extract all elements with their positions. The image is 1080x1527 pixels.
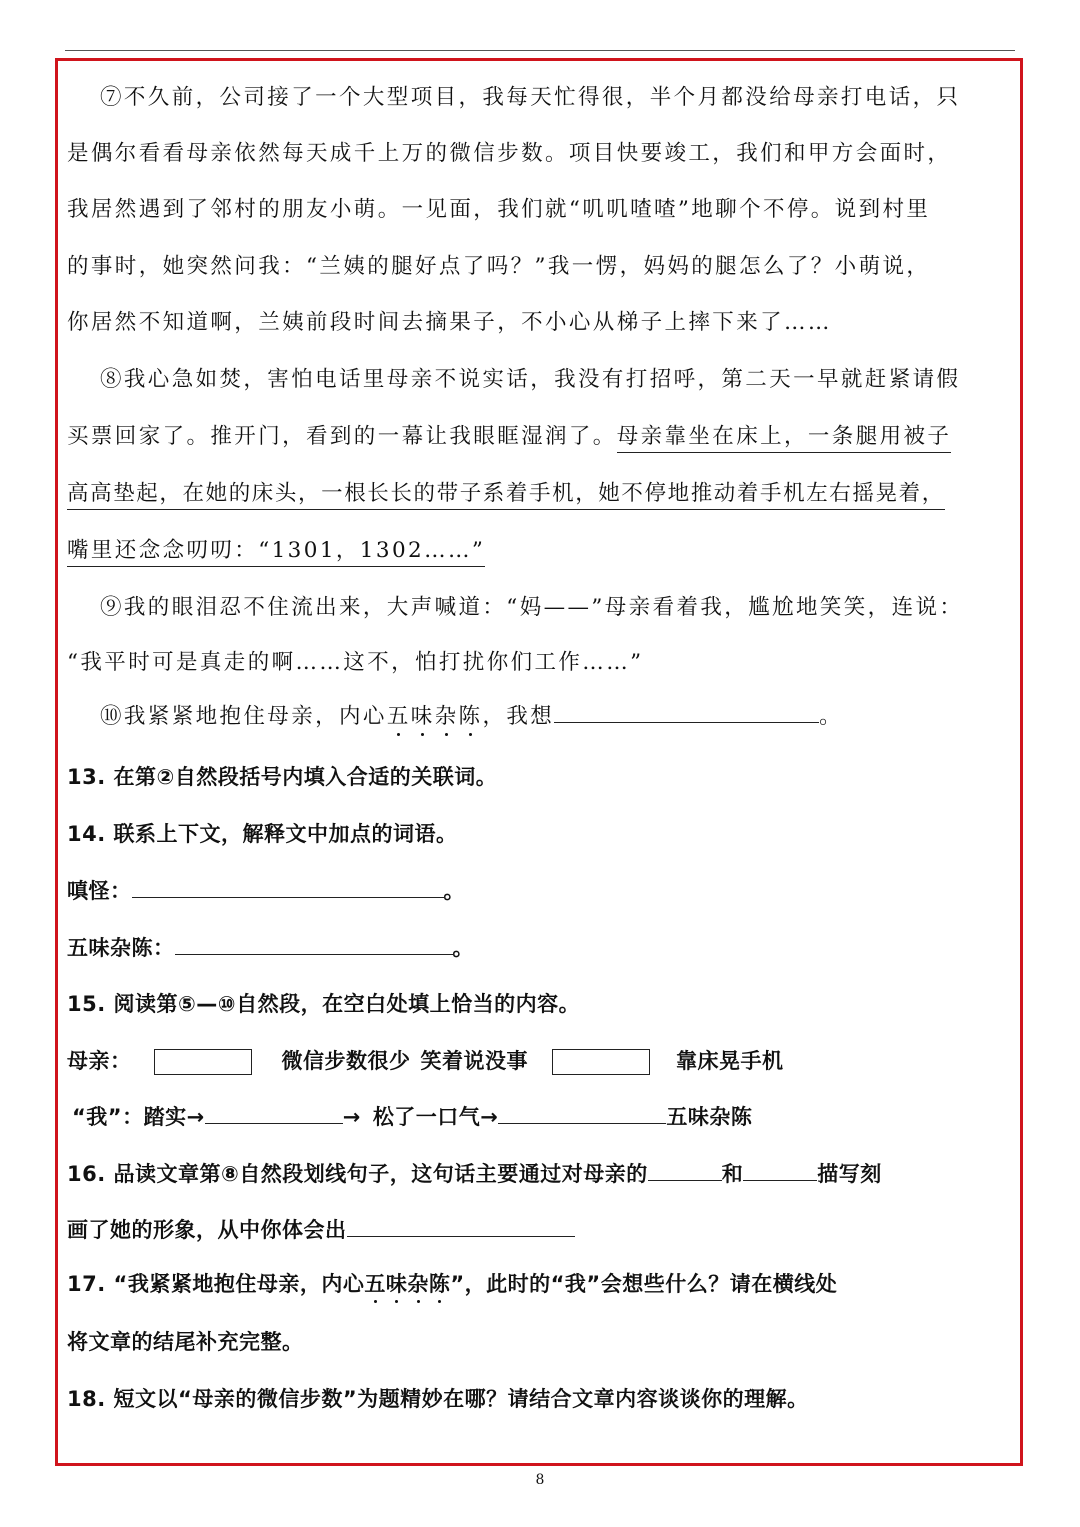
q16-text-2: 画了她的形象，从中你体会出: [67, 1218, 347, 1242]
p10-prefix: ⑩我紧紧地抱住母亲，内心: [100, 704, 387, 729]
p8-underlined-sentence-mid: 高高垫起，在她的床头，一根长长的带子系着手机，她不停地推动着手机左右摇晃着，: [67, 481, 945, 510]
q16-text: 16. 品读文章第⑧自然段划线句子，这句话主要通过对母亲的: [67, 1162, 648, 1186]
mother-step-5: 靠床晃手机: [676, 1049, 784, 1073]
dotted-char: 味: [385, 1272, 408, 1296]
question-15-mother-row: [67, 1045, 784, 1075]
mother-step-3: 笑着说没事: [420, 1049, 528, 1073]
mother-step-2: 微信步数很少: [281, 1049, 411, 1073]
answer-blank-16c[interactable]: [347, 1218, 575, 1237]
term-label: 嗔怪：: [67, 879, 132, 903]
p10-mid: ，我想: [482, 704, 555, 729]
p7-line-1: ⑦不久前，公司接了一个大型项目，我每天忙得很，半个月都没给母亲打电话，只: [100, 85, 961, 110]
dotted-char: 陈: [428, 1272, 451, 1296]
question-15-me-row: [72, 1101, 752, 1131]
answer-blank-14a[interactable]: [132, 879, 444, 898]
question-16-line-1: [67, 1158, 882, 1188]
p8-line-1: ⑧我心急如焚，害怕电话里母亲不说实话，我没有打招呼，第二天一早就赶紧请假: [100, 367, 961, 392]
me-label: “我”：踏实→: [72, 1105, 205, 1129]
answer-blank-15a[interactable]: [205, 1105, 343, 1124]
q16-text-end: 描写刻: [817, 1162, 882, 1186]
dotted-char: 杂: [407, 1272, 429, 1296]
me-step-5: 五味杂陈: [666, 1105, 753, 1129]
q17-text: 17. “我紧紧地抱住母亲，内心: [67, 1272, 365, 1296]
dotted-char: 陈: [458, 704, 483, 729]
dotted-char: 杂: [434, 704, 459, 729]
question-14-item-b: [67, 932, 474, 962]
q16-and: 和: [721, 1162, 744, 1186]
question-17-line-2: 将文章的结尾补充完整。: [67, 1330, 304, 1354]
question-15: 15. 阅读第⑤—⑩自然段，在空白处填上恰当的内容。: [67, 992, 581, 1016]
question-18: 18. 短文以“母亲的微信步数”为题精妙在哪？请结合文章内容谈谈你的理解。: [67, 1387, 809, 1411]
answer-box-2[interactable]: [552, 1049, 650, 1075]
p8-line-3: [67, 476, 945, 507]
p10-end: 。: [819, 704, 844, 729]
p8-plain-text: 买票回家了。推开门，看到的一幕让我眼眶湿润了。: [67, 424, 617, 449]
header-rule: [65, 50, 1015, 51]
question-17-line-1: [67, 1268, 837, 1298]
p7-line-4: 的事时，她突然问我：“兰姨的腿好点了吗？”我一愣，妈妈的腿怎么了？小萌说，: [67, 254, 931, 279]
period: 。: [443, 879, 465, 903]
p7-line-3: 我居然遇到了邻村的朋友小萌。一见面，我们就“叽叽喳喳”地聊个不停。说到村里: [67, 197, 931, 222]
dotted-char: 五: [364, 1272, 386, 1296]
p8-line-2: [67, 419, 951, 450]
question-16-line-2: [67, 1214, 575, 1244]
answer-blank-16a[interactable]: [648, 1162, 722, 1181]
period: 。: [452, 936, 474, 960]
me-step-3: 松了一口气→: [372, 1105, 499, 1129]
answer-blank-15b[interactable]: [498, 1105, 666, 1124]
p9-line-2: “我平时可是真走的啊……这不，怕打扰你们工作……”: [67, 650, 644, 675]
dotted-char: 五: [386, 704, 411, 729]
p7-line-2: 是偶尔看看母亲依然每天成千上万的微信步数。项目快要竣工，我们和甲方会面时，: [67, 141, 952, 166]
answer-box-1[interactable]: [154, 1049, 252, 1075]
answer-blank-p10[interactable]: [554, 704, 819, 723]
arrow: →: [342, 1105, 361, 1129]
dotted-char: 味: [410, 704, 435, 729]
answer-blank-14b[interactable]: [175, 936, 453, 955]
p10-line: [100, 699, 843, 730]
p8-underlined-sentence-start: 母亲靠坐在床上，一条腿用被子: [617, 424, 952, 453]
p8-underlined-sentence-end: 嘴里还念念叨叨：“1301，1302……”: [67, 538, 485, 567]
page-number: 8: [535, 1472, 545, 1488]
mother-label: 母亲：: [67, 1049, 132, 1073]
q17-text-end: ”，此时的“我”会想些什么？请在横线处: [450, 1272, 838, 1296]
answer-blank-16b[interactable]: [743, 1162, 817, 1181]
question-14-item-a: [67, 875, 465, 905]
p8-line-4: [67, 533, 485, 564]
p7-line-5: 你居然不知道啊，兰姨前段时间去摘果子，不小心从梯子上摔下来了……: [67, 310, 832, 335]
question-13: 13. 在第②自然段括号内填入合适的关联词。: [67, 765, 498, 789]
term-label: 五味杂陈：: [67, 936, 175, 960]
p9-line-1: ⑨我的眼泪忍不住流出来，大声喊道：“妈——”母亲看着我，尴尬地笑笑，连说：: [100, 595, 964, 620]
question-14: 14. 联系上下文，解释文中加点的词语。: [67, 822, 458, 846]
